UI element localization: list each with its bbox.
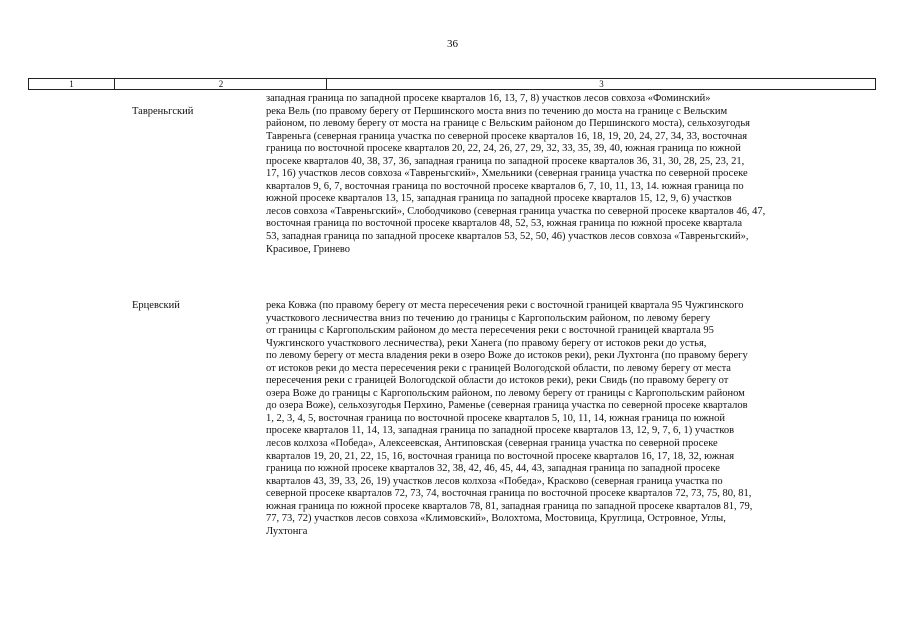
description-line: просеке кварталов 40, 38, 37, 36, западная граница по западной просеке кварталов 36, 31, 30, 28, 25, 23, 21, [266, 155, 745, 167]
column-number-header [28, 78, 876, 90]
description-line: южная граница по южной просеке кварталов 78, 81, западная граница по западной просеке кварталов 81, 79, [266, 500, 753, 512]
description-line: Тавреньга (северная граница участка по северной просеке кварталов 16, 18, 19, 20, 24, 27, 34, 33, восточная [266, 130, 748, 142]
description-line: кварталов 19, 20, 21, 22, 15, 16, восточная граница по восточной просеке кварталов 16, 17, 18, 32, южная [266, 450, 735, 462]
description-line: 77, 73, 72) участков лесов совхоза «Климовский», Волохтома, Мостовица, Круглица, Островное, Углы, [266, 513, 726, 525]
description-line: северной просеке кварталов 72, 73, 74, восточная граница по восточной просеке кварталов 72, 73, 75, 80, 81, [266, 488, 752, 500]
description-line: река Вель (по правому берегу от Першинского моста вниз по течению до моста на границе с Вельским [266, 105, 728, 117]
description-line: западная граница по западной просеке кварталов 16, 13, 7, 8) участков лесов совхоза «Фоминский» [266, 93, 711, 104]
description-line: граница по южной просеке кварталов 32, 38, 42, 46, 45, 44, 43, западная граница по западной просеке [266, 463, 720, 475]
description-line: пересечения реки с границей Вологодской области до истоков реки), реки Свидь (по правому берегу от [266, 375, 729, 387]
description-line: река Ковжа (по правому берегу от места пересечения реки с восточной границей квартала 95 Чужгинского [266, 300, 744, 311]
description-line: от истоков реки до места пересечения реки с границей Вологодской области, по левому берегу от места [266, 362, 731, 374]
description-line: 53, западная граница по западной просеке кварталов 53, 52, 50, 46) участков лесов совхоза «Тавреньгский», [266, 231, 749, 243]
description-line: участкового лесничества вниз по течению до границы с Каргопольским районом, по левому берегу [266, 312, 711, 324]
description-line: лесов колхоза «Победа», Алексеевская, Антиповская (северная граница участка по северной просеке [266, 438, 718, 450]
district-description [266, 93, 874, 256]
description-line: просеке кварталов 11, 14, 13, западная граница по западной просеке кварталов 13, 12, 9, 7, 6, 1) участков [266, 425, 735, 437]
column-header-2: 2 [114, 79, 327, 89]
description-line: восточная граница по восточной просеке кварталов 48, 52, 53, южная граница по южной просеке квартала [266, 218, 743, 230]
description-line: кварталов 43, 39, 33, 26, 19) участков лесов колхоза «Победа», Красково (северная граница участка по [266, 475, 723, 487]
description-line: районом, по левому берегу от моста на границе с Вельским районом до Першинского моста), сельхозугодья [266, 118, 750, 130]
description-line: южной просеке кварталов 13, 15, западная граница по западной просеке кварталов 15, 12, 9, 6) участков [266, 193, 732, 205]
column-header-3: 3 [326, 79, 876, 89]
district-name: Ерцевский [132, 300, 180, 311]
description-line: озера Воже до границы с Каргопольским районом, по левому берегу от границы с Каргопольским районом [266, 387, 745, 399]
district-description [266, 300, 874, 538]
description-line: кварталов 9, 6, 7, восточная граница по восточной просеке кварталов 6, 7, 10, 11, 13, 14. южная граница по [266, 180, 744, 192]
description-line: 17, 16) участков лесов совхоза «Тавреньгский», Хмельники (северная граница участка по северной просеке [266, 168, 748, 180]
description-line: от границы с Каргопольским районом до места пересечения реки с восточной границей квартала 95 [266, 325, 714, 337]
page-number: 36 [447, 38, 458, 50]
description-line: Лухтонга [266, 525, 308, 537]
description-line: Красивое, Гринево [266, 243, 351, 255]
description-line: Чужгинского участкового лесничества), реки Ханега (по правому берегу от истоков реки до устья, [266, 337, 707, 349]
column-header-1: 1 [69, 79, 74, 89]
district-name: Тавреньгский [132, 106, 194, 117]
description-line: до озера Воже), сельхозугодья Перхино, Раменье (северная граница участка по северной просеке кварталов [266, 400, 748, 412]
description-line: 1, 2, 3, 4, 5, восточная граница по восточной просеке кварталов 5, 10, 11, 14, южная граница по южной [266, 412, 726, 424]
description-line: граница по восточной просеке кварталов 20, 22, 24, 26, 27, 29, 32, 33, 35, 39, 40, южная граница по южной [266, 143, 741, 155]
description-line: лесов совхоза «Тавреньгский», Слободчиково (северная граница участка по северной просеке кварталов 46, 47, [266, 205, 766, 217]
description-line: по левому берегу от места владения реки в озеро Воже до истоков реки), реки Лухтонга (по правому берегу [266, 350, 748, 362]
